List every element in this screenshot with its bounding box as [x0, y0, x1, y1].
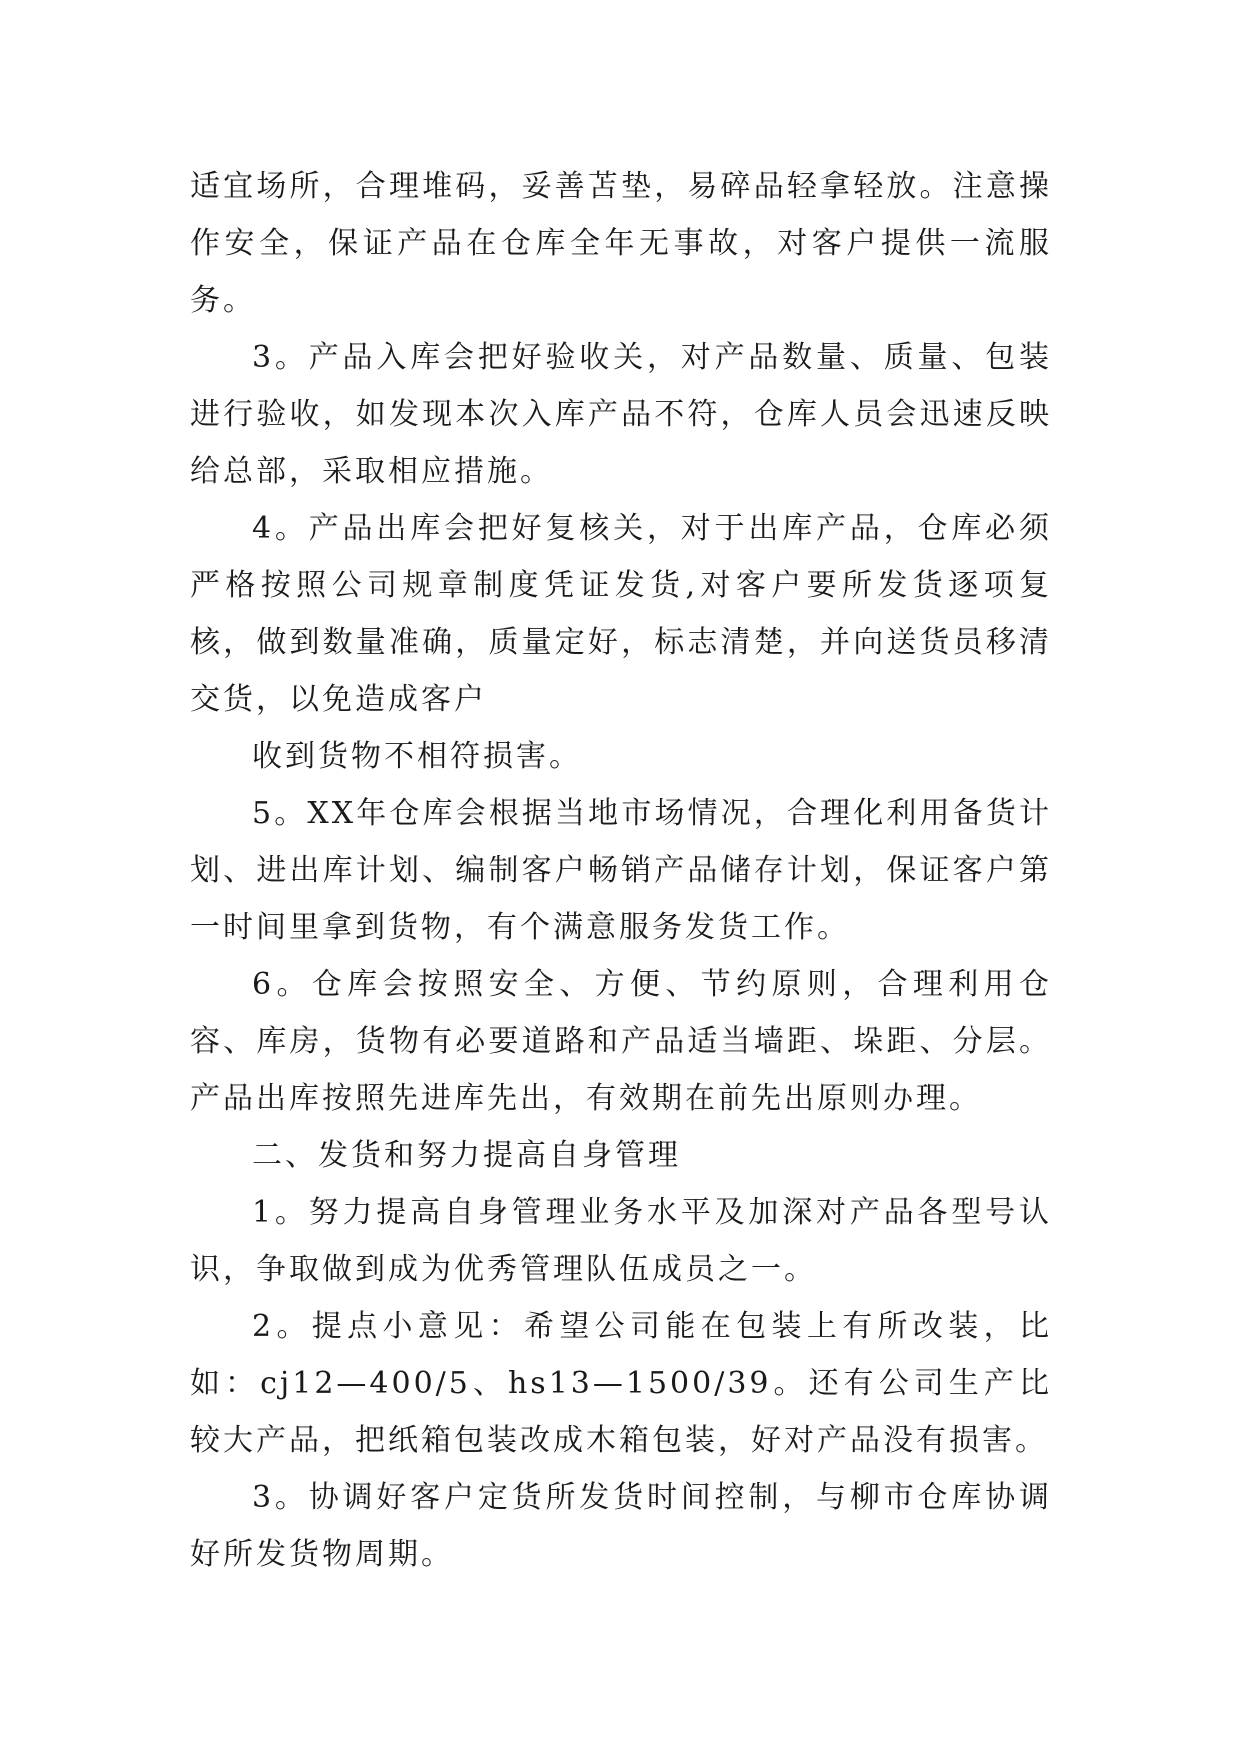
paragraph-9: 3。协调好客户定货所发货时间控制，与柳市仓库协调好所发货物周期。 [190, 1480, 1052, 1572]
paragraph-8: 2。提点小意见：希望公司能在包装上有所改装，比如：cj12—400/5、hs13—1500/39。还有公司生产比较大产品，把纸箱包装改成木箱包装，好对产品没有损害。 [190, 1309, 1052, 1458]
document-body [190, 158, 1052, 1583]
paragraph-7: 1。努力提高自身管理业务水平及加深对产品各型号认识，争取做到成为优秀管理队伍成员之一。 [190, 1195, 1052, 1287]
section-heading: 二、发货和努力提高自身管理 [252, 1138, 681, 1173]
paragraph-4: 收到货物不相符损害。 [252, 739, 582, 774]
paragraph-5: 5。XX年仓库会根据当地市场情况，合理化利用备货计划、进出库计划、编制客户畅销产品储存计划，保证客户第一时间里拿到货物，有个满意服务发货工作。 [190, 796, 1052, 945]
paragraph-6: 6。仓库会按照安全、方便、节约原则，合理利用仓容、库房，货物有必要道路和产品适当墙距、垛距、分层。产品出库按照先进库先出，有效期在前先出原则办理。 [190, 967, 1052, 1116]
paragraph-2: 3。产品入库会把好验收关，对产品数量、质量、包装进行验收，如发现本次入库产品不符，仓库人员会迅速反映给总部，采取相应措施。 [190, 340, 1052, 489]
paragraph-1: 适宜场所，合理堆码，妥善苫垫，易碎品轻拿轻放。注意操作安全，保证产品在仓库全年无事故，对客户提供一流服务。 [190, 169, 1052, 318]
paragraph-3: 4。产品出库会把好复核关，对于出库产品，仓库必须严格按照公司规章制度凭证发货,对客户要所发货逐项复核，做到数量准确，质量定好，标志清楚，并向送货员移清交货，以免造成客户 [190, 511, 1052, 717]
